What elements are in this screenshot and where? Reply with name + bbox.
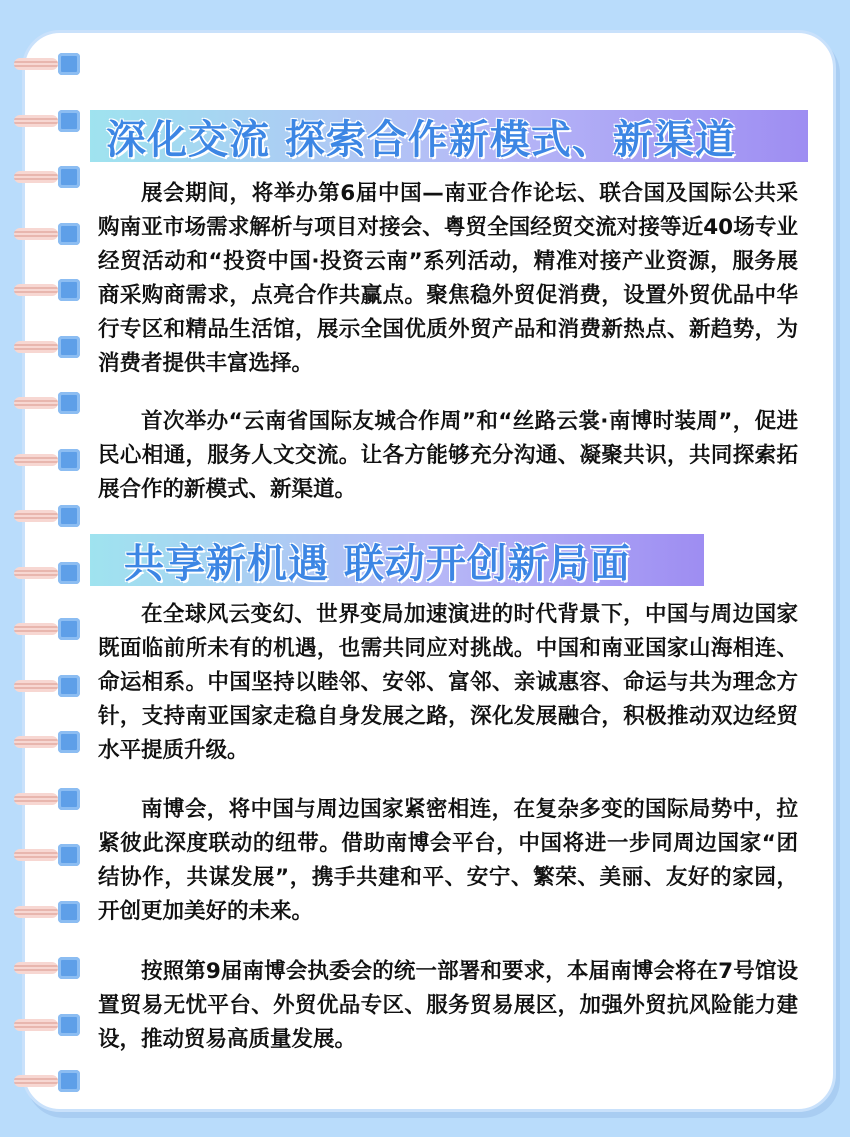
ring-hole xyxy=(58,223,80,245)
section-1-paragraph-2: 首次举办“云南省国际友城合作周”和“丝路云裳·南博时装周”，促进民心相通，服务人文交流。让各方能够充分沟通、凝聚共识，共同探索拓展合作的新模式、新渠道。 xyxy=(98,409,798,502)
binding-ring xyxy=(14,165,86,191)
ring-hole xyxy=(58,166,80,188)
ring-hole xyxy=(58,618,80,640)
ring-wire xyxy=(14,680,58,692)
ring-hole xyxy=(58,731,80,753)
ring-hole xyxy=(58,505,80,527)
ring-hole xyxy=(58,675,80,697)
section-2-paragraph-3: 按照第9届南博会执委会的统一部署和要求，本届南博会将在7号馆设置贸易无忧平台、外贸优品专区、服务贸易展区，加强外贸抗风险能力建设，推动贸易高质量发展。 xyxy=(98,959,798,1052)
ring-wire xyxy=(14,454,58,466)
section-1-heading-banner xyxy=(90,110,808,162)
binding-ring xyxy=(14,900,86,926)
binding-ring xyxy=(14,674,86,700)
ring-wire xyxy=(14,171,58,183)
binding-ring xyxy=(14,335,86,361)
ring-hole xyxy=(58,392,80,414)
ring-hole xyxy=(58,788,80,810)
ring-wire xyxy=(14,793,58,805)
ring-wire xyxy=(14,58,58,70)
ring-hole xyxy=(58,1070,80,1092)
section-1-heading: 深化交流 探索合作新模式、新渠道 xyxy=(106,116,736,163)
ring-wire xyxy=(14,962,58,974)
section-2-paragraph-1: 在全球风云变幻、世界变局加速演进的时代背景下，中国与周边国家既面临前所未有的机遇，也需共同应对挑战。中国和南亚国家山海相连、命运相系。中国坚持以睦邻、安邻、富邻、亲诚惠容、命运与共为理念方针，支持南亚国家走稳自身发展之路，深化发展融合，积极推动双边经贸水平提质升级。 xyxy=(98,602,798,763)
binding-ring xyxy=(14,1069,86,1095)
binding-ring xyxy=(14,787,86,813)
ring-wire xyxy=(14,623,58,635)
binding-ring xyxy=(14,222,86,248)
ring-hole xyxy=(58,844,80,866)
ring-hole xyxy=(58,53,80,75)
section-2-heading: 共享新机遇 联动开创新局面 xyxy=(124,540,631,587)
ring-wire xyxy=(14,1019,58,1031)
ring-wire xyxy=(14,115,58,127)
binding-ring xyxy=(14,617,86,643)
section-2-paragraph-2: 南博会，将中国与周边国家紧密相连，在复杂多变的国际局势中，拉紧彼此深度联动的纽带。借助南博会平台，中国将进一步同周边国家“团结协作，共谋发展”，携手共建和平、安宁、繁荣、美丽、友好的家园，开创更加美好的未来。 xyxy=(98,797,798,924)
ring-wire xyxy=(14,1075,58,1087)
ring-wire xyxy=(14,510,58,522)
binding-ring xyxy=(14,278,86,304)
ring-wire xyxy=(14,849,58,861)
section-1-paragraph-1: 展会期间，将举办第6届中国—南亚合作论坛、联合国及国际公共采购南亚市场需求解析与项目对接会、粤贸全国经贸交流对接等近40场专业经贸活动和“投资中国·投资云南”系列活动，精准对接产业资源，服务展商采购商需求，点亮合作共赢点。聚焦稳外贸促消费，设置外贸优品中华行专区和精品生活馆，展示全国优质外贸产品和消费新热点、新趋势，为消费者提供丰富选择。 xyxy=(98,181,798,376)
binding-ring xyxy=(14,448,86,474)
ring-hole xyxy=(58,110,80,132)
ring-wire xyxy=(14,284,58,296)
section-2-heading-banner xyxy=(90,534,704,586)
binding-ring xyxy=(14,730,86,756)
ring-wire xyxy=(14,228,58,240)
ring-wire xyxy=(14,736,58,748)
ring-wire xyxy=(14,906,58,918)
ring-hole xyxy=(58,279,80,301)
ring-hole xyxy=(58,336,80,358)
ring-hole xyxy=(58,1014,80,1036)
ring-wire xyxy=(14,567,58,579)
binding-ring xyxy=(14,109,86,135)
binding-ring xyxy=(14,1013,86,1039)
ring-hole xyxy=(58,901,80,923)
ring-hole xyxy=(58,449,80,471)
ring-wire xyxy=(14,397,58,409)
binding-ring xyxy=(14,391,86,417)
ring-hole xyxy=(58,957,80,979)
ring-wire xyxy=(14,341,58,353)
binding-ring xyxy=(14,561,86,587)
ring-hole xyxy=(58,562,80,584)
binding-ring xyxy=(14,52,86,78)
binding-ring xyxy=(14,843,86,869)
binding-ring xyxy=(14,504,86,530)
binding-ring xyxy=(14,956,86,982)
